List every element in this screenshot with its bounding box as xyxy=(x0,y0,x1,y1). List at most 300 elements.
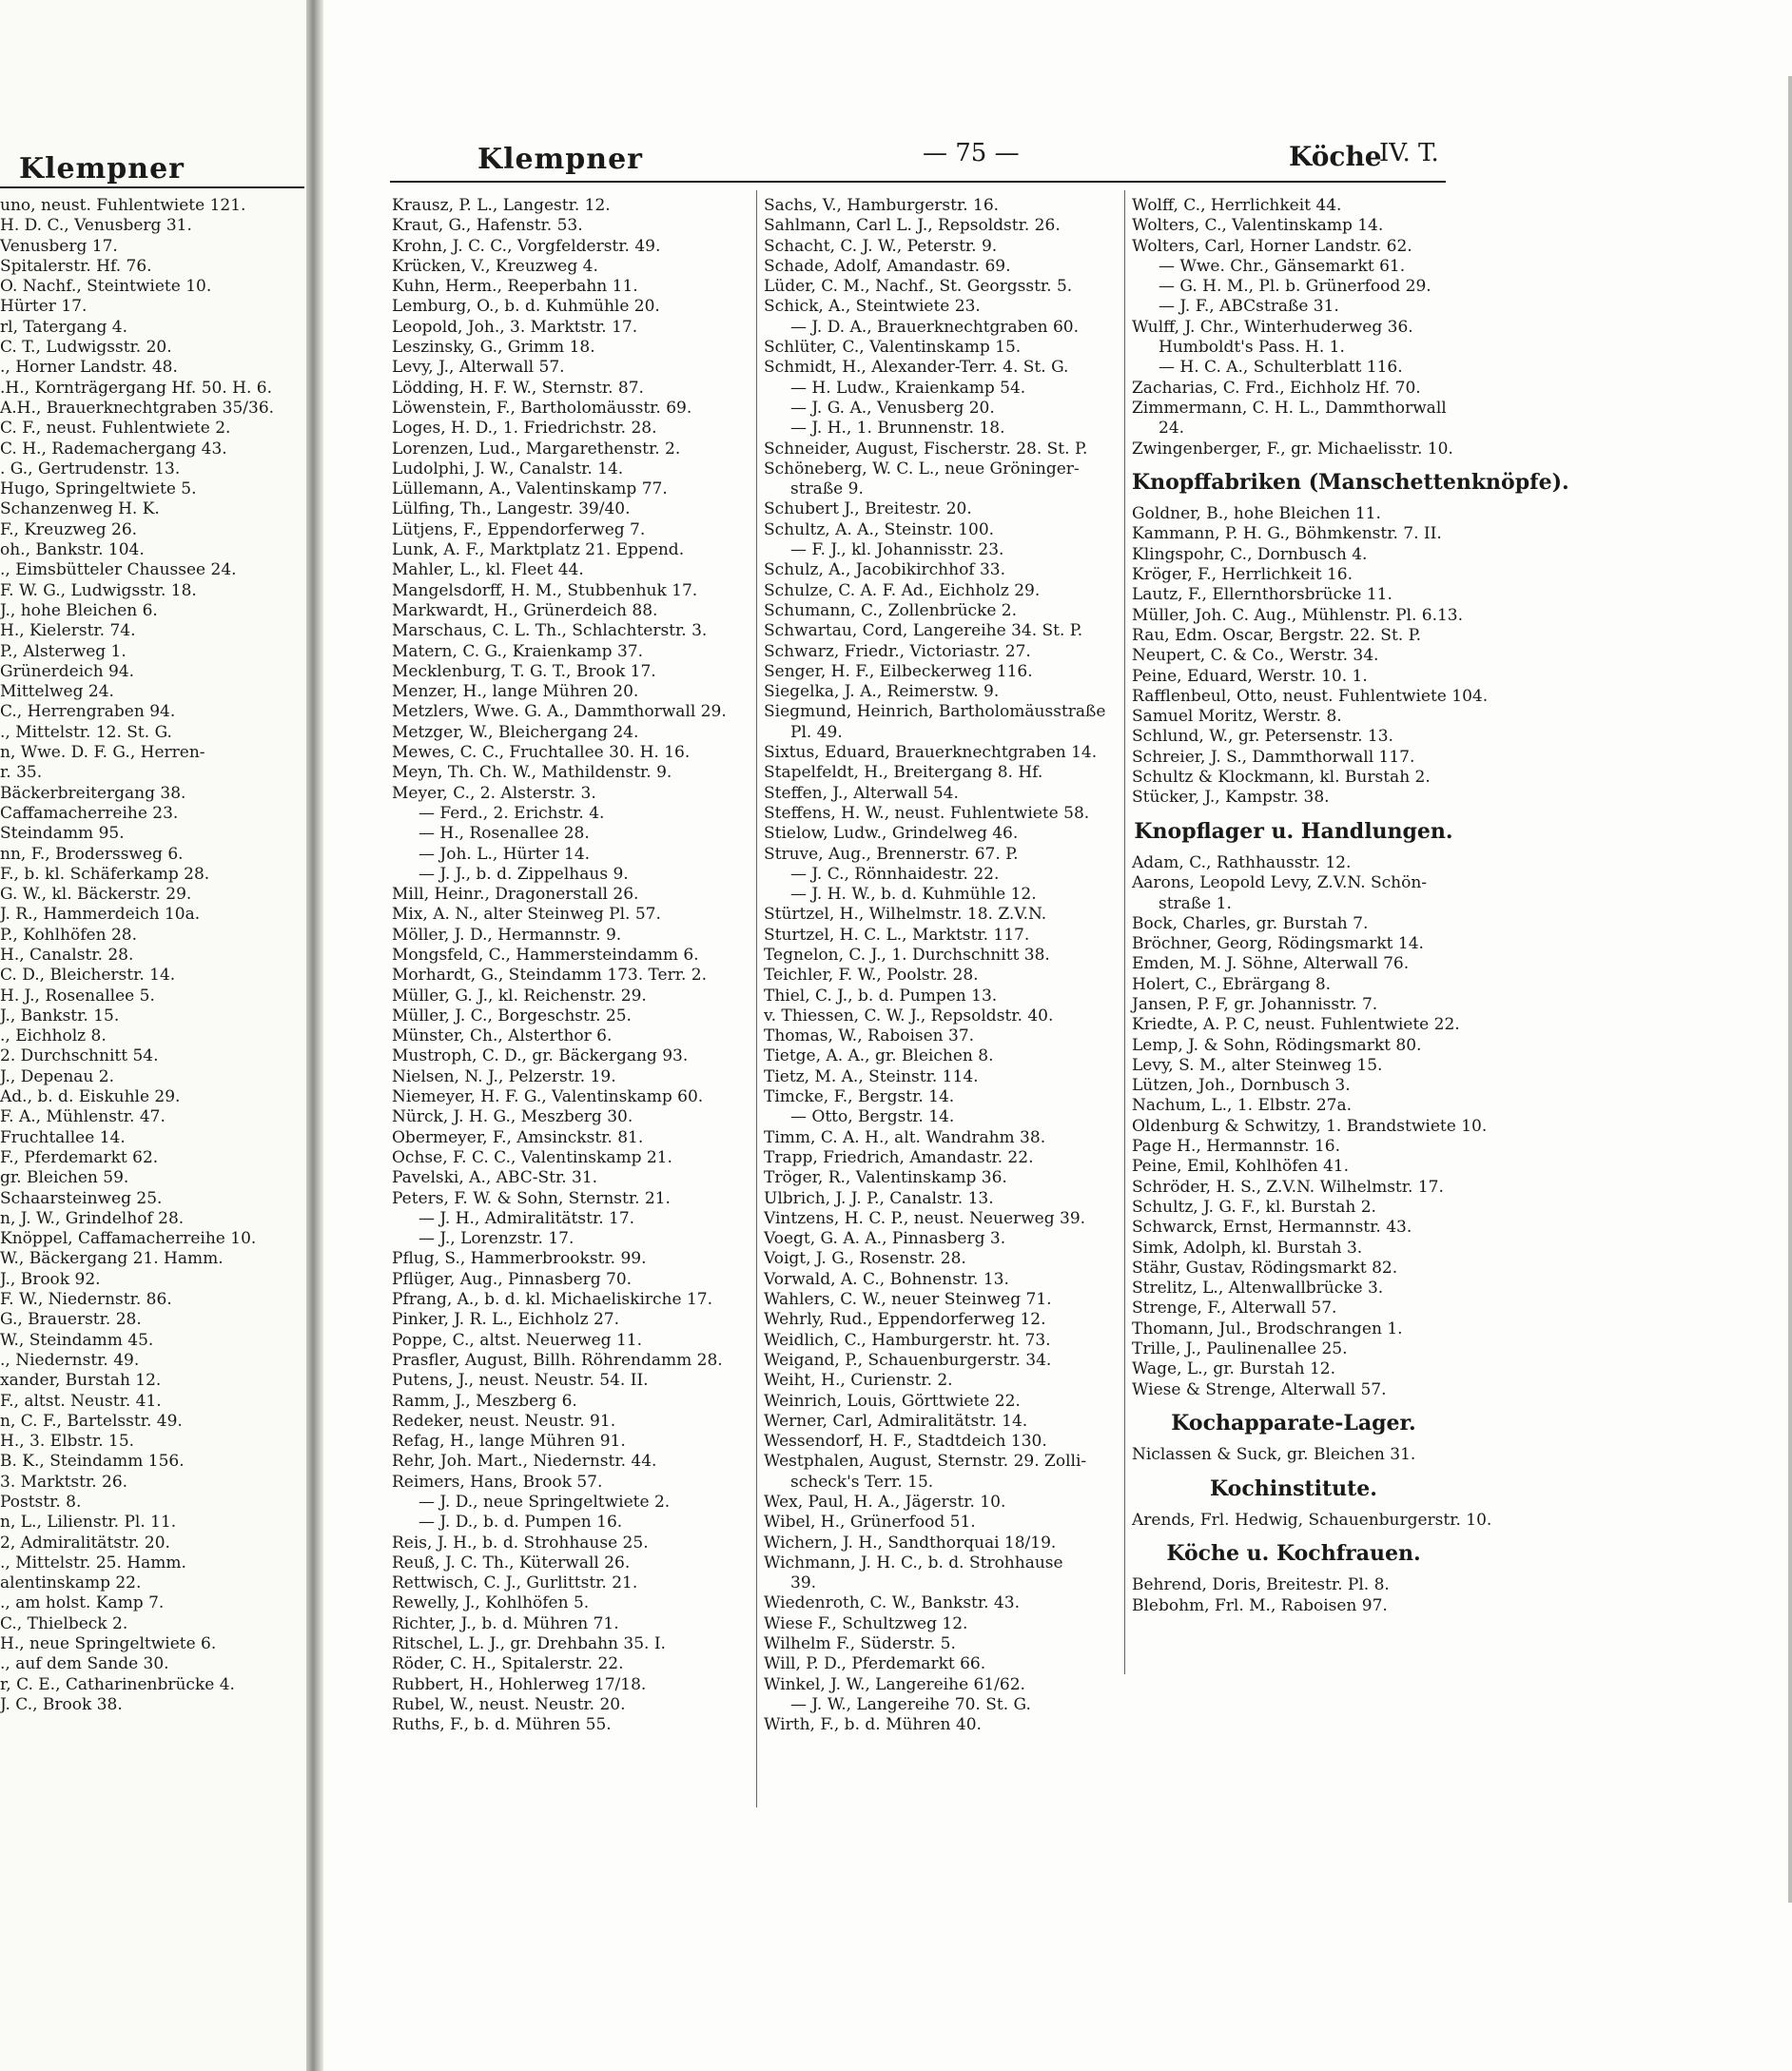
directory-entry: Schumann, C., Zollenbrücke 2. xyxy=(764,600,1018,620)
directory-entry: Wolters, C., Valentinskamp 14. xyxy=(1132,216,1384,236)
directory-entry: alentinskamp 22. xyxy=(0,1573,142,1593)
directory-entry: Schröder, H. S., Z.V.N. Wilhelmstr. 17. xyxy=(1132,1177,1444,1197)
directory-entry: Trapp, Friedrich, Amandastr. 22. xyxy=(764,1147,1034,1167)
directory-entry: nn, F., Broderssweg 6. xyxy=(0,844,184,864)
directory-entry: Hürter 17. xyxy=(0,297,88,317)
directory-entry: — Wwe. Chr., Gänsemarkt 61. xyxy=(1159,256,1406,276)
directory-entry: Page H., Hermannstr. 16. xyxy=(1132,1137,1341,1157)
directory-entry: H., neue Springeltwiete 6. xyxy=(0,1634,217,1654)
directory-entry: — F. J., kl. Johannisstr. 23. xyxy=(790,540,1004,560)
directory-entry: Steffens, H. W., neust. Fuhlentwiete 58. xyxy=(764,803,1090,823)
directory-entry: Strenge, F., Alterwall 57. xyxy=(1132,1299,1337,1319)
directory-entry: Sturtzel, H. C. L., Marktstr. 117. xyxy=(764,925,1030,945)
directory-entry: Tegnelon, C. J., 1. Durchschnitt 38. xyxy=(764,945,1050,965)
directory-entry: Schultz, J. G. F., kl. Burstah 2. xyxy=(1132,1197,1376,1217)
directory-entry: Wichern, J. H., Sandthorquai 18/19. xyxy=(764,1533,1057,1553)
directory-entry: Werner, Carl, Admiralitätstr. 14. xyxy=(764,1411,1028,1431)
directory-entry: Morhardt, G., Steindamm 173. Terr. 2. xyxy=(392,966,708,986)
directory-entry: Schaarsteinweg 25. xyxy=(0,1188,163,1208)
directory-entry: H. J., Rosenallee 5. xyxy=(0,986,155,1006)
directory-entry: Schwartau, Cord, Langereihe 34. St. P. xyxy=(764,621,1083,641)
directory-entry: Levy, J., Alterwall 57. xyxy=(392,358,565,378)
directory-entry: uno, neust. Fuhlentwiete 121. xyxy=(0,196,246,215)
header-rule xyxy=(390,181,1446,183)
directory-entry: — Joh. L., Hürter 14. xyxy=(419,844,591,864)
directory-entry: Voegt, G. A. A., Pinnasberg 3. xyxy=(764,1229,1006,1249)
directory-entry: Knöppel, Caffamacherreihe 10. xyxy=(0,1229,257,1249)
directory-entry: Behrend, Doris, Breitestr. Pl. 8. xyxy=(1132,1575,1390,1595)
directory-entry: Caffamacherreihe 23. xyxy=(0,803,179,823)
directory-entry: Ad., b. d. Eiskuhle 29. xyxy=(0,1087,181,1107)
column-3-klempner-cont xyxy=(1132,196,1455,459)
directory-entry: Arends, Frl. Hedwig, Schauenburgerstr. 10. xyxy=(1132,1510,1492,1530)
directory-entry: Reuß, J. C. Th., Küterwall 26. xyxy=(392,1553,631,1573)
directory-entry: Ruths, F., b. d. Mühren 55. xyxy=(392,1715,612,1735)
directory-entry: Will, P. D., Pferdemarkt 66. xyxy=(764,1654,986,1674)
section-kochinstitute xyxy=(1132,1510,1492,1531)
directory-entry: Meyn, Th. Ch. W., Mathildenstr. 9. xyxy=(392,763,672,783)
directory-entry: Mustroph, C. D., gr. Bäckergang 93. xyxy=(392,1046,689,1066)
directory-entry: G., Brauerstr. 28. xyxy=(0,1310,142,1330)
directory-entry: Sixtus, Eduard, Brauerknechtgraben 14. xyxy=(764,743,1098,763)
directory-entry: — J. C., Rönnhaidestr. 22. xyxy=(790,864,1000,884)
column-1 xyxy=(392,196,749,1736)
directory-entry: v. Thiessen, C. W. J., Repsoldstr. 40. xyxy=(764,1006,1054,1026)
directory-entry: Vorwald, A. C., Bohnenstr. 13. xyxy=(764,1269,1009,1289)
directory-entry: Pfrang, A., b. d. kl. Michaeliskirche 17. xyxy=(392,1290,712,1310)
directory-entry: C., Thielbeck 2. xyxy=(0,1613,128,1633)
directory-entry: . G., Gertrudenstr. 13. xyxy=(0,459,181,479)
directory-entry: Schreier, J. S., Dammthorwall 117. xyxy=(1132,747,1415,767)
directory-entry: Wiedenroth, C. W., Bankstr. 43. xyxy=(764,1593,1020,1613)
directory-entry: gr. Bleichen 59. xyxy=(0,1168,129,1188)
directory-entry: Loges, H. D., 1. Friedrichstr. 28. xyxy=(392,419,657,439)
directory-entry: Matern, C. G., Kraienkamp 37. xyxy=(392,641,643,661)
directory-entry: C. H., Rademachergang 43. xyxy=(0,439,227,459)
directory-entry: Wichmann, J. H. C., b. d. Strohhause xyxy=(764,1553,1063,1573)
directory-entry: Hugo, Springeltwiete 5. xyxy=(0,479,197,499)
directory-entry: Mahler, L., kl. Fleet 44. xyxy=(392,560,584,580)
directory-entry: Teichler, F. W., Poolstr. 28. xyxy=(764,966,979,986)
directory-entry: Winkel, J. W., Langereihe 61/62. xyxy=(764,1674,1025,1694)
directory-entry: Wilhelm F., Süderstr. 5. xyxy=(764,1634,956,1654)
directory-entry: 3. Marktstr. 26. xyxy=(0,1472,128,1492)
directory-entry: Leopold, Joh., 3. Marktstr. 17. xyxy=(392,317,638,337)
directory-entry: Schneider, August, Fischerstr. 28. St. P. xyxy=(764,439,1088,459)
directory-entry: Möller, J. D., Hermannstr. 9. xyxy=(392,925,622,945)
directory-entry: Niclassen & Suck, gr. Bleichen 31. xyxy=(1132,1445,1416,1465)
directory-entry: Peine, Emil, Kohlhöfen 41. xyxy=(1132,1157,1349,1177)
directory-entry: — J., Lorenzstr. 17. xyxy=(419,1229,575,1249)
directory-entry: Fruchtallee 14. xyxy=(0,1127,126,1147)
left-page-heading: Klempner xyxy=(19,152,185,186)
directory-entry: Nürck, J. H. G., Meszberg 30. xyxy=(392,1107,633,1127)
directory-entry: Lorenzen, Lud., Margarethenstr. 2. xyxy=(392,439,681,459)
directory-entry: Schultz, A. A., Steinstr. 100. xyxy=(764,519,995,539)
directory-entry: straße 9. xyxy=(790,479,864,499)
directory-entry: Schanzenweg H. K. xyxy=(0,499,160,519)
directory-entry: .H., Kornträgergang Hf. 50. H. 6. xyxy=(0,378,273,398)
directory-entry: Münster, Ch., Alsterthor 6. xyxy=(392,1026,613,1046)
directory-entry: W., Steindamm 45. xyxy=(0,1330,154,1350)
directory-entry: Steindamm 95. xyxy=(0,824,125,844)
running-header xyxy=(390,133,1446,175)
directory-entry: Poppe, C., altst. Neuerweg 11. xyxy=(392,1330,643,1350)
directory-entry: — G. H. M., Pl. b. Grünerfood 29. xyxy=(1159,277,1432,297)
directory-entry: Tietz, M. A., Steinstr. 114. xyxy=(764,1066,979,1086)
directory-entry: Rettwisch, C. J., Gurlittstr. 21. xyxy=(392,1573,638,1593)
directory-entry: Wirth, F., b. d. Mühren 40. xyxy=(764,1715,982,1735)
directory-entry: Wolters, Carl, Horner Landstr. 62. xyxy=(1132,236,1412,256)
section-title-knopffabriken: Knopffabriken (Manschettenknöpfe). xyxy=(1132,469,1569,495)
directory-entry: Lunk, A. F., Marktplatz 21. Eppend. xyxy=(392,540,685,560)
header-left-title: Klempner xyxy=(477,143,643,176)
directory-entry: Kuhn, Herm., Reeperbahn 11. xyxy=(392,277,638,297)
section-knopffabriken xyxy=(1132,504,1489,808)
directory-entry: Menzer, H., lange Mühren 20. xyxy=(392,682,639,702)
directory-entry: Markwardt, H., Grünerdeich 88. xyxy=(392,600,658,620)
section-kochapparate xyxy=(1132,1445,1455,1465)
directory-entry: Schacht, C. J. W., Peterstr. 9. xyxy=(764,236,998,256)
directory-entry: ., Eimsbütteler Chaussee 24. xyxy=(0,560,237,580)
directory-entry: Thiel, C. J., b. d. Pumpen 13. xyxy=(764,986,998,1006)
directory-entry: n, J. W., Grindelhof 28. xyxy=(0,1208,185,1228)
directory-entry: ., Mittelstr. 12. St. G. xyxy=(0,722,172,742)
directory-entry: J. C., Brook 38. xyxy=(0,1694,123,1714)
directory-entry: J., Depenau 2. xyxy=(0,1066,114,1086)
directory-entry: H., Canalstr. 28. xyxy=(0,945,134,965)
directory-entry: Strelitz, L., Altenwallbrücke 3. xyxy=(1132,1279,1384,1299)
directory-entry: n, Wwe. D. F. G., Herren- xyxy=(0,743,205,763)
directory-entry: Reimers, Hans, Brook 57. xyxy=(392,1472,603,1492)
column-2 xyxy=(764,196,1116,1736)
directory-entry: Voigt, J. G., Rosenstr. 28. xyxy=(764,1249,966,1269)
header-part: IV. T. xyxy=(1379,139,1439,167)
directory-entry: Rafflenbeul, Otto, neust. Fuhlentwiete 104. xyxy=(1132,686,1489,706)
directory-entry: H. D. C., Venusberg 31. xyxy=(0,216,192,236)
directory-entry: W., Bäckergang 21. Hamm. xyxy=(0,1249,224,1269)
page-number: — 75 — xyxy=(923,139,1020,167)
directory-entry: Pavelski, A., ABC-Str. 31. xyxy=(392,1168,598,1188)
directory-entry: Sahlmann, Carl L. J., Repsoldstr. 26. xyxy=(764,216,1061,236)
directory-entry: Rubbert, H., Hohlerweg 17/18. xyxy=(392,1674,647,1694)
directory-entry: Niemeyer, H. F. G., Valentinskamp 60. xyxy=(392,1087,704,1107)
directory-entry: F., altst. Neustr. 41. xyxy=(0,1391,162,1411)
directory-entry: Rewelly, J., Kohlhöfen 5. xyxy=(392,1593,590,1613)
directory-entry: J., Bankstr. 15. xyxy=(0,1006,120,1026)
directory-entry: G. W., kl. Bäckerstr. 29. xyxy=(0,885,192,905)
directory-entry: Löwenstein, F., Bartholomäusstr. 69. xyxy=(392,398,692,418)
directory-entry: Nielsen, N. J., Pelzerstr. 19. xyxy=(392,1066,616,1086)
directory-entry: Redeker, neust. Neustr. 91. xyxy=(392,1411,616,1431)
directory-entry: xander, Burstah 12. xyxy=(0,1371,162,1391)
directory-entry: Thomas, W., Raboisen 37. xyxy=(764,1026,975,1046)
directory-entry: Wibel, H., Grünerfood 51. xyxy=(764,1513,976,1533)
directory-entry: Mecklenburg, T. G. T., Brook 17. xyxy=(392,661,656,681)
directory-entry: C. D., Bleicherstr. 14. xyxy=(0,966,176,986)
directory-entry: Kröger, F., Herrlichkeit 16. xyxy=(1132,565,1353,585)
directory-entry: Jansen, P. F, gr. Johannisstr. 7. xyxy=(1132,994,1378,1014)
directory-entry: ., Mittelstr. 25. Hamm. xyxy=(0,1553,186,1573)
directory-entry: 2, Admiralitätstr. 20. xyxy=(0,1533,170,1553)
directory-entry: F. W. G., Ludwigsstr. 18. xyxy=(0,580,197,600)
directory-entry: Meyer, C., 2. Alsterstr. 3. xyxy=(392,783,596,803)
directory-entry: ., Horner Landstr. 48. xyxy=(0,358,178,378)
column-3 xyxy=(1132,196,1569,1616)
directory-entry: Steffen, J., Alterwall 54. xyxy=(764,783,959,803)
directory-entry: F., Pferdemarkt 62. xyxy=(0,1147,159,1167)
directory-entry: Rehr, Joh. Mart., Niedernstr. 44. xyxy=(392,1452,657,1472)
directory-entry: Lüllemann, A., Valentinskamp 77. xyxy=(392,479,668,499)
directory-entry: Weinrich, Louis, Görttwiete 22. xyxy=(764,1391,1021,1411)
directory-entry: Schwarck, Ernst, Hermannstr. 43. xyxy=(1132,1218,1412,1238)
directory-entry: — Otto, Bergstr. 14. xyxy=(790,1107,955,1127)
directory-entry: Trille, J., Paulinenallee 25. xyxy=(1132,1339,1348,1359)
directory-entry: — J. H., Admiralitätstr. 17. xyxy=(419,1208,635,1228)
directory-entry: — J. D., neue Springeltwiete 2. xyxy=(419,1493,671,1512)
directory-entry: Siegmund, Heinrich, Bartholomäusstraße xyxy=(764,702,1106,722)
directory-entry: Schlüter, C., Valentinskamp 15. xyxy=(764,338,1022,358)
directory-entry: straße 1. xyxy=(1159,893,1232,913)
directory-entry: Wex, Paul, H. A., Jägerstr. 10. xyxy=(764,1493,1006,1512)
directory-entry: O. Nachf., Steintwiete 10. xyxy=(0,277,212,297)
directory-entry: Senger, H. F., Eilbeckerweg 116. xyxy=(764,661,1033,681)
directory-entry: — Ferd., 2. Erichstr. 4. xyxy=(419,803,605,823)
column-divider-2 xyxy=(1124,190,1125,1674)
directory-entry: Wulff, J. Chr., Winterhuderweg 36. xyxy=(1132,317,1413,337)
directory-entry: H., Kielerstr. 74. xyxy=(0,621,136,641)
directory-entry: 39. xyxy=(790,1573,817,1593)
directory-entry: Rau, Edm. Oscar, Bergstr. 22. St. P. xyxy=(1132,625,1421,645)
directory-entry: Zacharias, C. Frd., Eichholz Hf. 70. xyxy=(1132,378,1421,398)
directory-entry: Wessendorf, H. F., Stadtdeich 130. xyxy=(764,1432,1047,1452)
directory-entry: oh., Bankstr. 104. xyxy=(0,540,145,560)
directory-entry: Venusberg 17. xyxy=(0,236,118,256)
directory-entry: rl, Tatergang 4. xyxy=(0,317,128,337)
directory-entry: — J. F., ABCstraße 31. xyxy=(1159,297,1339,317)
directory-entry: n, C. F., Bartelsstr. 49. xyxy=(0,1411,183,1431)
directory-entry: n, L., Lilienstr. Pl. 11. xyxy=(0,1513,177,1533)
directory-entry: Krücken, V., Kreuzweg 4. xyxy=(392,256,598,276)
directory-entry: Krausz, P. L., Langestr. 12. xyxy=(392,196,611,215)
directory-entry: Oldenburg & Schwitzy, 1. Brandstwiete 10. xyxy=(1132,1116,1488,1136)
directory-entry: Kraut, G., Hafenstr. 53. xyxy=(392,216,583,236)
directory-entry: Zwingenberger, F., gr. Michaelisstr. 10. xyxy=(1132,439,1453,459)
directory-entry: Klingspohr, C., Dornbusch 4. xyxy=(1132,544,1368,564)
directory-entry: Pflug, S., Hammerbrookstr. 99. xyxy=(392,1249,647,1269)
directory-entry: Westphalen, August, Sternstr. 29. Zolli- xyxy=(764,1452,1087,1472)
directory-entry: P., Kohlhöfen 28. xyxy=(0,925,137,945)
directory-entry: Wiese F., Schultzweg 12. xyxy=(764,1613,968,1633)
directory-entry: Samuel Moritz, Werstr. 8. xyxy=(1132,707,1342,727)
directory-entry: Vintzens, H. C. P., neust. Neuerweg 39. xyxy=(764,1208,1086,1228)
directory-entry: C., Herrengraben 94. xyxy=(0,702,176,722)
directory-entry: Simk, Adolph, kl. Burstah 3. xyxy=(1132,1238,1363,1258)
directory-entry: Rubel, W., neust. Neustr. 20. xyxy=(392,1694,626,1714)
directory-entry: Sachs, V., Hamburgerstr. 16. xyxy=(764,196,1000,215)
directory-entry: Levy, S. M., alter Steinweg 15. xyxy=(1132,1055,1383,1075)
directory-entry: Pl. 49. xyxy=(790,722,843,742)
directory-entry: Lemburg, O., b. d. Kuhmühle 20. xyxy=(392,297,660,317)
directory-entry: Timcke, F., Bergstr. 14. xyxy=(764,1087,955,1107)
directory-entry: Kriedte, A. P. C, neust. Fuhlentwiete 22. xyxy=(1132,1015,1460,1035)
directory-entry: Schöneberg, W. C. L., neue Gröninger- xyxy=(764,459,1080,479)
directory-entry: Mangelsdorff, H. M., Stubbenhuk 17. xyxy=(392,580,698,600)
directory-entry: Leszinsky, G., Grimm 18. xyxy=(392,338,595,358)
directory-entry: Bäckerbreitergang 38. xyxy=(0,783,186,803)
directory-entry: Stürtzel, H., Wilhelmstr. 18. Z.V.N. xyxy=(764,905,1047,925)
right-page xyxy=(323,0,1569,2071)
directory-entry: Tietge, A. A., gr. Bleichen 8. xyxy=(764,1046,994,1066)
directory-entry: — J. G. A., Venusberg 20. xyxy=(790,398,995,418)
directory-entry: Weidlich, C., Hamburgerstr. ht. 73. xyxy=(764,1330,1051,1350)
directory-entry: — J. H., 1. Brunnenstr. 18. xyxy=(790,419,1005,439)
directory-entry: Schick, A., Steintwiete 23. xyxy=(764,297,981,317)
directory-entry: Zimmermann, C. H. L., Dammthorwall xyxy=(1132,398,1447,418)
directory-entry: Schultz & Klockmann, kl. Burstah 2. xyxy=(1132,768,1431,788)
directory-entry: 24. xyxy=(1159,419,1185,439)
directory-entry: Obermeyer, F., Amsinckstr. 81. xyxy=(392,1127,644,1147)
directory-entry: Lemp, J. & Sohn, Rödingsmarkt 80. xyxy=(1132,1035,1422,1055)
directory-entry: Kammann, P. H. G., Böhmkenstr. 7. II. xyxy=(1132,524,1442,544)
directory-entry: A.H., Brauerknechtgraben 35/36. xyxy=(0,398,275,418)
directory-entry: ., am holst. Kamp 7. xyxy=(0,1593,165,1613)
directory-entry: Stähr, Gustav, Rödingsmarkt 82. xyxy=(1132,1258,1398,1278)
directory-entry: Ulbrich, J. J. P., Canalstr. 13. xyxy=(764,1188,994,1208)
directory-entry: Wolff, C., Herrlichkeit 44. xyxy=(1132,196,1342,215)
directory-entry: — H. Ludw., Kraienkamp 54. xyxy=(790,378,1026,398)
directory-entry: 2. Durchschnitt 54. xyxy=(0,1046,159,1066)
directory-entry: — H., Rosenallee 28. xyxy=(419,824,590,844)
directory-entry: Timm, C. A. H., alt. Wandrahm 38. xyxy=(764,1127,1046,1147)
directory-entry: — H. C. A., Schulterblatt 116. xyxy=(1159,358,1403,378)
directory-entry: Aarons, Leopold Levy, Z.V.N. Schön- xyxy=(1132,873,1428,893)
directory-entry: J. R., Hammerdeich 10a. xyxy=(0,905,201,925)
directory-entry: Röder, C. H., Spitalerstr. 22. xyxy=(392,1654,624,1674)
directory-entry: — J. D. A., Brauerknechtgraben 60. xyxy=(790,317,1080,337)
directory-entry: Schubert J., Breitestr. 20. xyxy=(764,499,972,519)
header-right-title: Köche xyxy=(1289,141,1382,172)
directory-entry: Mill, Heinr., Dragonerstall 26. xyxy=(392,885,639,905)
directory-entry: r, C. E., Catharinenbrücke 4. xyxy=(0,1674,235,1694)
directory-entry: H., 3. Elbstr. 15. xyxy=(0,1432,135,1452)
directory-entry: Marschaus, C. L. Th., Schlachterstr. 3. xyxy=(392,621,708,641)
directory-entry: Krohn, J. C. C., Vorgfelderstr. 49. xyxy=(392,236,661,256)
directory-entry: — J. D., b. d. Pumpen 16. xyxy=(419,1513,623,1533)
directory-entry: F., Kreuzweg 26. xyxy=(0,519,138,539)
directory-entry: Pflüger, Aug., Pinnasberg 70. xyxy=(392,1269,633,1289)
book-gutter xyxy=(306,0,323,2071)
directory-entry: Schulze, C. A. F. Ad., Eichholz 29. xyxy=(764,580,1041,600)
directory-entry: Schwarz, Friedr., Victoriastr. 27. xyxy=(764,641,1031,661)
column-divider-1 xyxy=(756,190,757,1807)
directory-entry: — J. J., b. d. Zippelhaus 9. xyxy=(419,864,629,884)
directory-entry: scheck's Terr. 15. xyxy=(790,1472,934,1492)
directory-entry: Weiht, H., Curienstr. 2. xyxy=(764,1371,953,1391)
directory-entry: Peine, Eduard, Werstr. 10. 1. xyxy=(1132,666,1368,686)
directory-entry: Mewes, C. C., Fruchtallee 30. H. 16. xyxy=(392,743,691,763)
directory-entry: Schade, Adolf, Amandastr. 69. xyxy=(764,256,1011,276)
directory-entry: Lautz, F., Ellernthorsbrücke 11. xyxy=(1132,585,1393,605)
directory-entry: Wage, L., gr. Burstah 12. xyxy=(1132,1359,1335,1379)
directory-entry: Thomann, Jul., Brodschrangen 1. xyxy=(1132,1319,1403,1338)
directory-entry: Stücker, J., Kampstr. 38. xyxy=(1132,788,1330,808)
scan-edge xyxy=(1788,76,1792,1903)
directory-entry: ., auf dem Sande 30. xyxy=(0,1654,169,1674)
directory-entry: C. T., Ludwigsstr. 20. xyxy=(0,338,172,358)
directory-entry: Ritschel, L. J., gr. Drehbahn 35. I. xyxy=(392,1634,666,1654)
directory-entry: Bock, Charles, gr. Burstah 7. xyxy=(1132,913,1369,933)
directory-entry: Wahlers, C. W., neuer Steinweg 71. xyxy=(764,1290,1052,1310)
directory-entry: Lüder, C. M., Nachf., St. Georgsstr. 5. xyxy=(764,277,1073,297)
directory-entry: — J. H. W., b. d. Kuhmühle 12. xyxy=(790,885,1037,905)
directory-entry: Lödding, H. F. W., Sternstr. 87. xyxy=(392,378,644,398)
directory-entry: Müller, G. J., kl. Reichenstr. 29. xyxy=(392,986,647,1006)
directory-entry: Weigand, P., Schauenburgerstr. 34. xyxy=(764,1350,1052,1370)
directory-entry: Richter, J., b. d. Mühren 71. xyxy=(392,1613,619,1633)
directory-entry: Refag, H., lange Mühren 91. xyxy=(392,1432,626,1452)
directory-entry: Prasfler, August, Billh. Röhrendamm 28. xyxy=(392,1350,723,1370)
directory-entry: Mittelweg 24. xyxy=(0,682,114,702)
directory-entry: Struve, Aug., Brennerstr. 67. P. xyxy=(764,844,1019,864)
directory-entry: C. F., neust. Fuhlentwiete 2. xyxy=(0,419,231,439)
left-page-rule xyxy=(0,186,304,188)
directory-entry: Spitalerstr. Hf. 76. xyxy=(0,256,152,276)
directory-entry: ., Eichholz 8. xyxy=(0,1026,107,1046)
directory-entry: Mix, A. N., alter Steinweg Pl. 57. xyxy=(392,905,661,925)
directory-entry: Holert, C., Ebrärgang 8. xyxy=(1132,974,1332,994)
directory-entry: Ludolphi, J. W., Canalstr. 14. xyxy=(392,459,624,479)
directory-entry: J., Brook 92. xyxy=(0,1269,101,1289)
directory-entry: Humboldt's Pass. H. 1. xyxy=(1159,338,1345,358)
directory-entry: r. 35. xyxy=(0,763,43,783)
directory-entry: Ochse, F. C. C., Valentinskamp 21. xyxy=(392,1147,672,1167)
section-title-koeche: Köche u. Kochfrauen. xyxy=(1166,1541,1421,1567)
directory-entry: — J. W., Langereihe 70. St. G. xyxy=(790,1694,1031,1714)
left-page xyxy=(0,0,306,2071)
directory-entry: Stapelfeldt, H., Breitergang 8. Hf. xyxy=(764,763,1043,783)
directory-entry: Stielow, Ludw., Grindelweg 46. xyxy=(764,824,1019,844)
directory-entry: B. K., Steindamm 156. xyxy=(0,1452,185,1472)
directory-entry: Neupert, C. & Co., Werstr. 34. xyxy=(1132,646,1379,666)
directory-entry: Adam, C., Rathhausstr. 12. xyxy=(1132,852,1352,872)
directory-entry: Lützen, Joh., Dornbusch 3. xyxy=(1132,1076,1351,1096)
directory-entry: Blebohm, Frl. M., Raboisen 97. xyxy=(1132,1595,1388,1615)
left-page-column xyxy=(0,196,302,1715)
directory-entry: Mongsfeld, C., Hammersteindamm 6. xyxy=(392,945,699,965)
section-koeche xyxy=(1132,1575,1455,1616)
directory-entry: Ramm, J., Meszberg 6. xyxy=(392,1391,577,1411)
directory-entry: Müller, Joh. C. Aug., Mühlenstr. Pl. 6.13. xyxy=(1132,605,1464,625)
directory-entry: Metzlers, Wwe. G. A., Dammthorwall 29. xyxy=(392,702,727,722)
directory-entry: F. W., Niedernstr. 86. xyxy=(0,1290,172,1310)
directory-entry: Tröger, R., Valentinskamp 36. xyxy=(764,1168,1007,1188)
directory-entry: Schulz, A., Jacobikirchhof 33. xyxy=(764,560,1006,580)
directory-entry: Putens, J., neust. Neustr. 54. II. xyxy=(392,1371,649,1391)
directory-entry: Nachum, L., 1. Elbstr. 27a. xyxy=(1132,1096,1353,1116)
section-title-kochapparate: Kochapparate-Lager. xyxy=(1171,1410,1416,1436)
directory-entry: Lütjens, F., Eppendorferweg 7. xyxy=(392,519,646,539)
directory-entry: Poststr. 8. xyxy=(0,1493,82,1512)
directory-entry: Wiese & Strenge, Alterwall 57. xyxy=(1132,1379,1387,1399)
section-knopflager xyxy=(1132,852,1488,1400)
directory-entry: Metzger, W., Bleichergang 24. xyxy=(392,722,639,742)
directory-entry: P., Alsterweg 1. xyxy=(0,641,127,661)
section-title-kochinstitute: Kochinstitute. xyxy=(1210,1475,1377,1501)
directory-entry: Bröchner, Georg, Rödingsmarkt 14. xyxy=(1132,934,1424,954)
directory-entry: Reis, J. H., b. d. Strohhause 25. xyxy=(392,1533,649,1553)
directory-entry: Pinker, J. R. L., Eichholz 27. xyxy=(392,1310,619,1330)
